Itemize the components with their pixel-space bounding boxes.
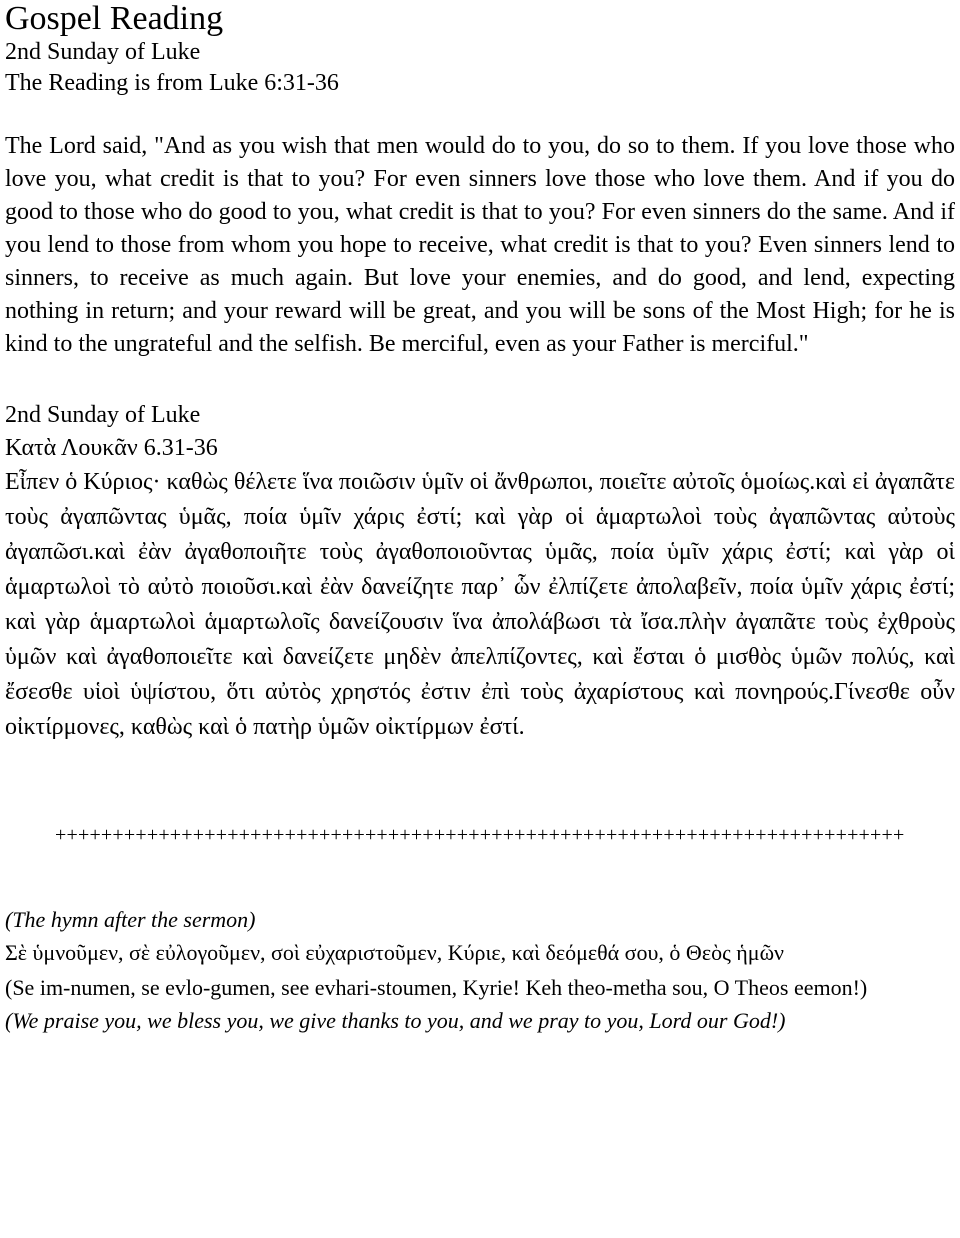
section-separator: ++++++++++++++++++++++++++++++++++++++++++++++++++++++++++++++++++++++++++ bbox=[55, 824, 905, 846]
page-title: Gospel Reading bbox=[5, 0, 224, 37]
english-reading-text: The Lord said, "And as you wish that men would do to you, do so to them. If you love those who love you, what credit is that to you? For even sinners love those who love them. And if you do good to those who do good to you, what credit is that to you? For even sinners do the same. And if you lend to those from whom you hope to receive, what credit is that to you? Even sinners lend to sinners, to receive as much again. But love your enemies, and do good, and lend, expecting nothing in return; and your reward will be great, and you will be sons of the Most High; for he is kind to the ungrateful and the selfish. Be merciful, even as your Father is merciful." bbox=[5, 133, 955, 357]
hymn-transliteration: (Se im-numen, se evlo-gumen, see evhari-stoumen, Kyrie! Keh theo-metha sou, O Theos eemon!) bbox=[5, 975, 868, 1000]
hymn-caption: (The hymn after the sermon) bbox=[5, 907, 256, 932]
reading-reference: The Reading is from Luke 6:31-36 bbox=[5, 70, 339, 96]
greek-sunday-label: 2nd Sunday of Luke bbox=[5, 402, 201, 428]
sunday-label: 2nd Sunday of Luke bbox=[5, 39, 201, 65]
hymn-greek-text: Σὲ ὑμνοῦμεν, σὲ εὐλογοῦμεν, σοὶ εὐχαριστοῦμεν, Κύριε, καὶ δεόμεθά σου, ὁ Θεὸς ἡμῶν bbox=[5, 940, 785, 965]
document-page bbox=[5, 0, 955, 1037]
greek-reading-reference: Κατὰ Λουκᾶν 6.31-36 bbox=[5, 435, 218, 461]
greek-reading-text: Εἶπεν ὁ Κύριος· καθὼς θέλετε ἵνα ποιῶσιν ὑμῖν οἱ ἄνθρωποι, ποιεῖτε αὐτοῖς ὁμοίως.καὶ εἰ ἀγαπᾶτε τοὺς ἀγαπῶντας ὑμᾶς, ποία ὑμῖν χάρις ἐστί; καὶ γὰρ οἱ ἁμαρτωλοὶ τοὺς ἀγαπῶντας αὐτοὺς ἀγαπῶσι.καὶ ἐὰν ἀγαθοποιῆτε τοὺς ἀγαθοποιοῦντας ὑμᾶς, ποία ὑμῖν χάρις ἐστί; καὶ γὰρ οἱ ἁμαρτωλοὶ τὸ αὐτὸ ποιοῦσι.καὶ ἐὰν δανείζητε παρ᾽ ὧν ἐλπίζετε ἀπολαβεῖν, ποία ὑμῖν χάρις ἐστί; καὶ γὰρ ἁμαρτωλοὶ ἁμαρτωλοῖς δανείζουσιν ἵνα ἀπολάβωσι τὰ ἴσα.πλὴν ἀγαπᾶτε τοὺς ἐχθροὺς ὑμῶν καὶ ἀγαθοποιεῖτε καὶ δανείζετε μηδὲν ἀπελπίζοντες, καὶ ἔσται ὁ μισθὸς ὑμῶν πολύς, καὶ ἔσεσθε υἱοὶ ὑψίστου, ὅτι αὐτὸς χρηστός ἐστιν ἐπὶ τοὺς ἀχαρίστους καὶ πονηρούς.Γίνεσθε οὖν οἰκτίρμονες, καθὼς καὶ ὁ πατὴρ ὑμῶν οἰκτίρμων ἐστί. bbox=[5, 469, 955, 740]
hymn-translation: (We praise you, we bless you, we give thanks to you, and we pray to you, Lord our God!) bbox=[5, 1008, 786, 1033]
